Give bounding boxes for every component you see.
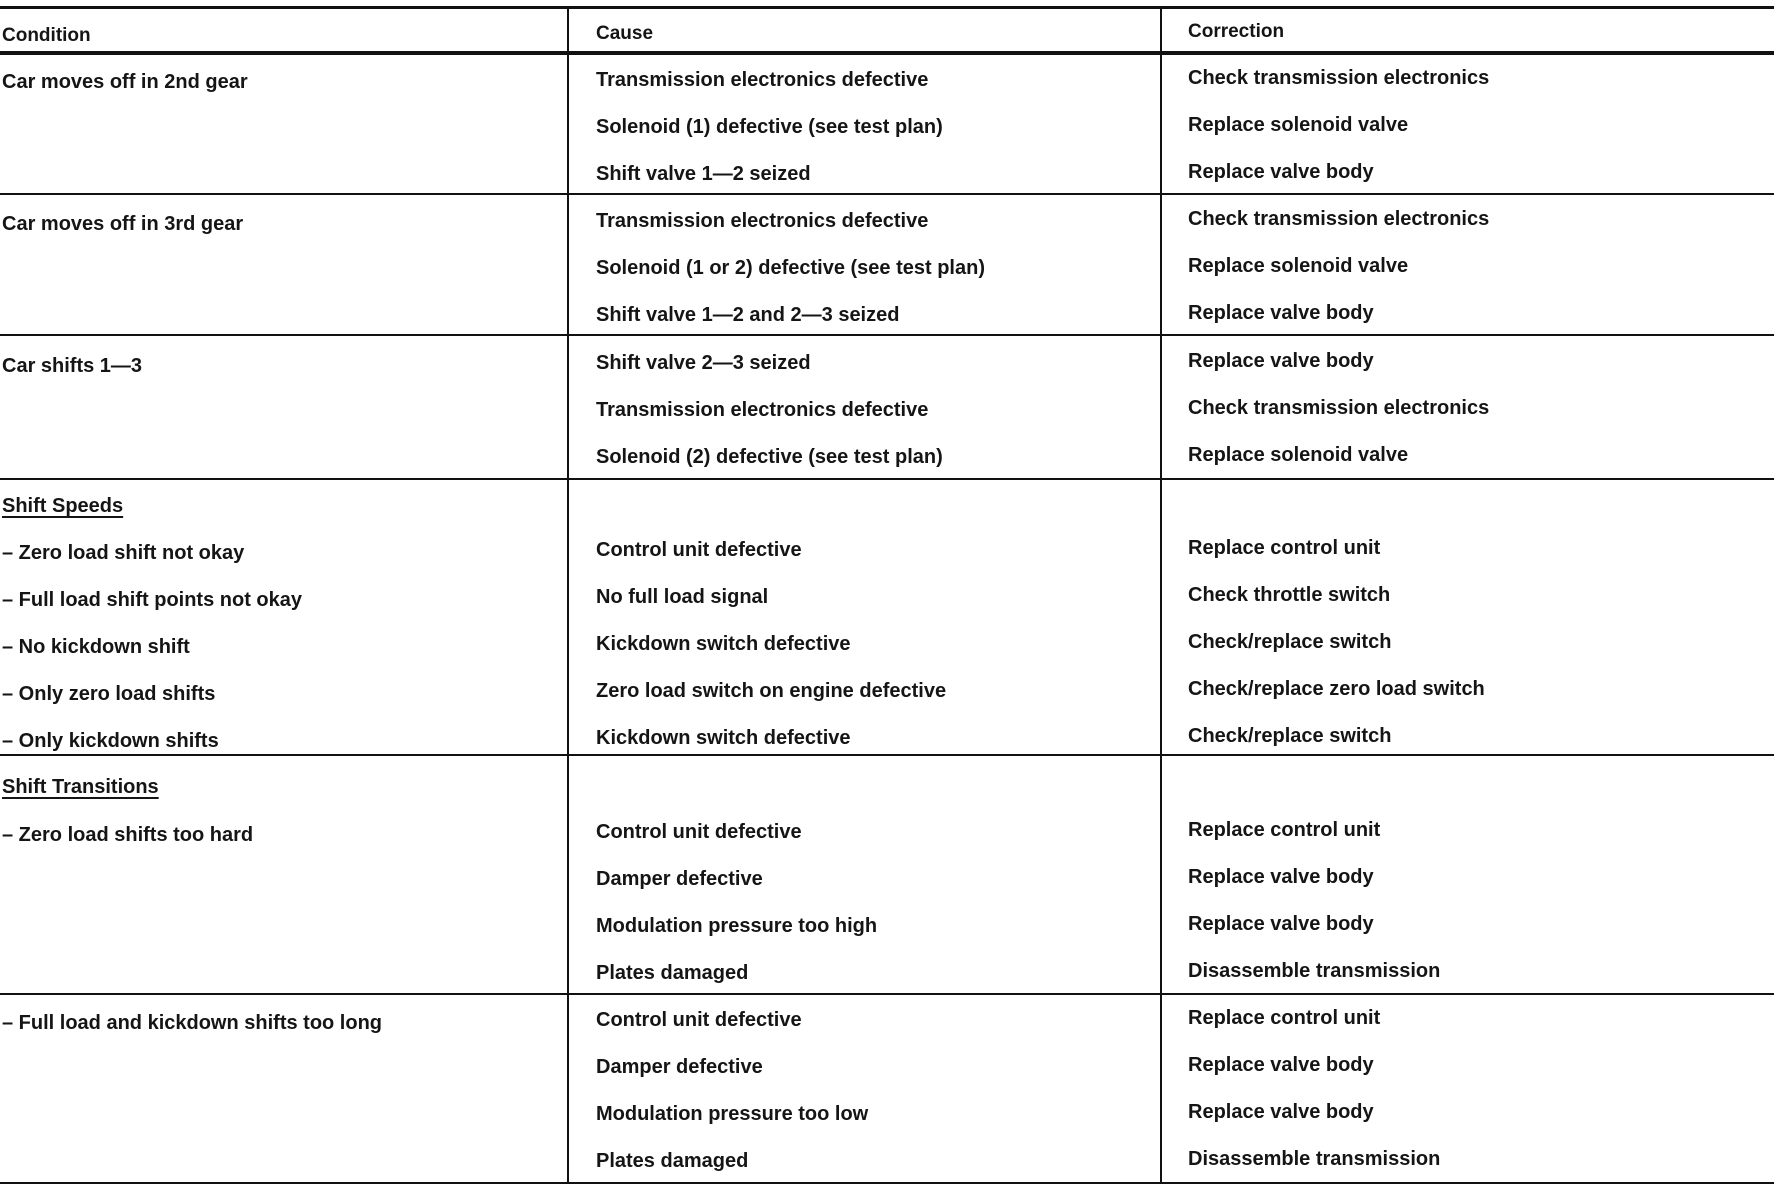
correction-cell: Check transmission electronics (1188, 67, 1490, 89)
correction-cell: Replace valve body (1188, 1054, 1374, 1076)
condition-cell: – Full load shift points not okay (2, 589, 303, 611)
cause-cell: Kickdown switch defective (596, 727, 851, 749)
cause-cell: Solenoid (1) defective (see test plan) (596, 116, 943, 138)
cause-cell: Shift valve 1—2 and 2—3 seized (596, 304, 900, 326)
cause-cell: Modulation pressure too high (596, 915, 878, 937)
group-rule (0, 993, 1774, 995)
cause-cell: Damper defective (596, 868, 763, 890)
group-rule (0, 754, 1774, 756)
correction-cell: Replace control unit (1188, 819, 1381, 841)
condition-cell: Car moves off in 3rd gear (2, 213, 244, 235)
correction-cell: Check transmission electronics (1188, 397, 1490, 419)
correction-cell: Check transmission electronics (1188, 208, 1490, 230)
cause-cell: Shift valve 1—2 seized (596, 163, 811, 185)
correction-cell: Check throttle switch (1188, 584, 1391, 606)
column-divider (567, 6, 569, 1183)
correction-cell: Check/replace zero load switch (1188, 678, 1485, 700)
correction-cell: Check/replace switch (1188, 631, 1392, 653)
condition-cell: Car moves off in 2nd gear (2, 71, 248, 93)
correction-cell: Replace control unit (1188, 1007, 1381, 1029)
correction-cell: Replace solenoid valve (1188, 255, 1409, 277)
cause-cell: Plates damaged (596, 962, 749, 984)
cause-cell: Modulation pressure too low (596, 1103, 869, 1125)
cause-cell: Transmission electronics defective (596, 210, 929, 232)
cause-cell: Control unit defective (596, 1009, 802, 1031)
cause-cell: No full load signal (596, 586, 769, 608)
correction-cell: Disassemble transmission (1188, 1148, 1441, 1170)
cause-cell: Kickdown switch defective (596, 633, 851, 655)
header-condition: Condition (2, 25, 91, 46)
condition-cell: – Zero load shift not okay (2, 542, 245, 564)
cause-cell: Damper defective (596, 1056, 763, 1078)
correction-cell: Replace valve body (1188, 913, 1374, 935)
cause-cell: Solenoid (1 or 2) defective (see test plan) (596, 257, 985, 279)
correction-cell: Replace valve body (1188, 350, 1374, 372)
header-rule (0, 51, 1774, 55)
column-divider (1160, 6, 1162, 1183)
condition-cell: – Only kickdown shifts (2, 730, 219, 752)
correction-cell: Replace valve body (1188, 1101, 1374, 1123)
table-bottom-rule (0, 1182, 1774, 1184)
condition-cell: – Full load and kickdown shifts too long (2, 1012, 383, 1034)
group-rule (0, 478, 1774, 480)
section-title: Shift Speeds (2, 495, 124, 517)
group-rule (0, 334, 1774, 336)
correction-cell: Replace valve body (1188, 302, 1374, 324)
correction-cell: Check/replace switch (1188, 725, 1392, 747)
header-correction: Correction (1188, 21, 1285, 42)
correction-cell: Replace valve body (1188, 161, 1374, 183)
cause-cell: Solenoid (2) defective (see test plan) (596, 446, 943, 468)
condition-cell: – No kickdown shift (2, 636, 190, 658)
correction-cell: Replace solenoid valve (1188, 444, 1409, 466)
cause-cell: Zero load switch on engine defective (596, 680, 947, 702)
condition-cell: Car shifts 1—3 (2, 355, 143, 377)
cause-cell: Plates damaged (596, 1150, 749, 1172)
correction-cell: Replace valve body (1188, 866, 1374, 888)
cause-cell: Transmission electronics defective (596, 399, 929, 421)
group-rule (0, 193, 1774, 195)
condition-cell: – Only zero load shifts (2, 683, 216, 705)
correction-cell: Replace solenoid valve (1188, 114, 1409, 136)
correction-cell: Disassemble transmission (1188, 960, 1441, 982)
cause-cell: Control unit defective (596, 821, 802, 843)
cause-cell: Control unit defective (596, 539, 802, 561)
condition-cell: – Zero load shifts too hard (2, 824, 254, 846)
table-top-rule (0, 6, 1774, 9)
correction-cell: Replace control unit (1188, 537, 1381, 559)
header-cause: Cause (596, 23, 654, 44)
cause-cell: Shift valve 2—3 seized (596, 352, 811, 374)
cause-cell: Transmission electronics defective (596, 69, 929, 91)
section-title: Shift Transitions (2, 776, 159, 798)
